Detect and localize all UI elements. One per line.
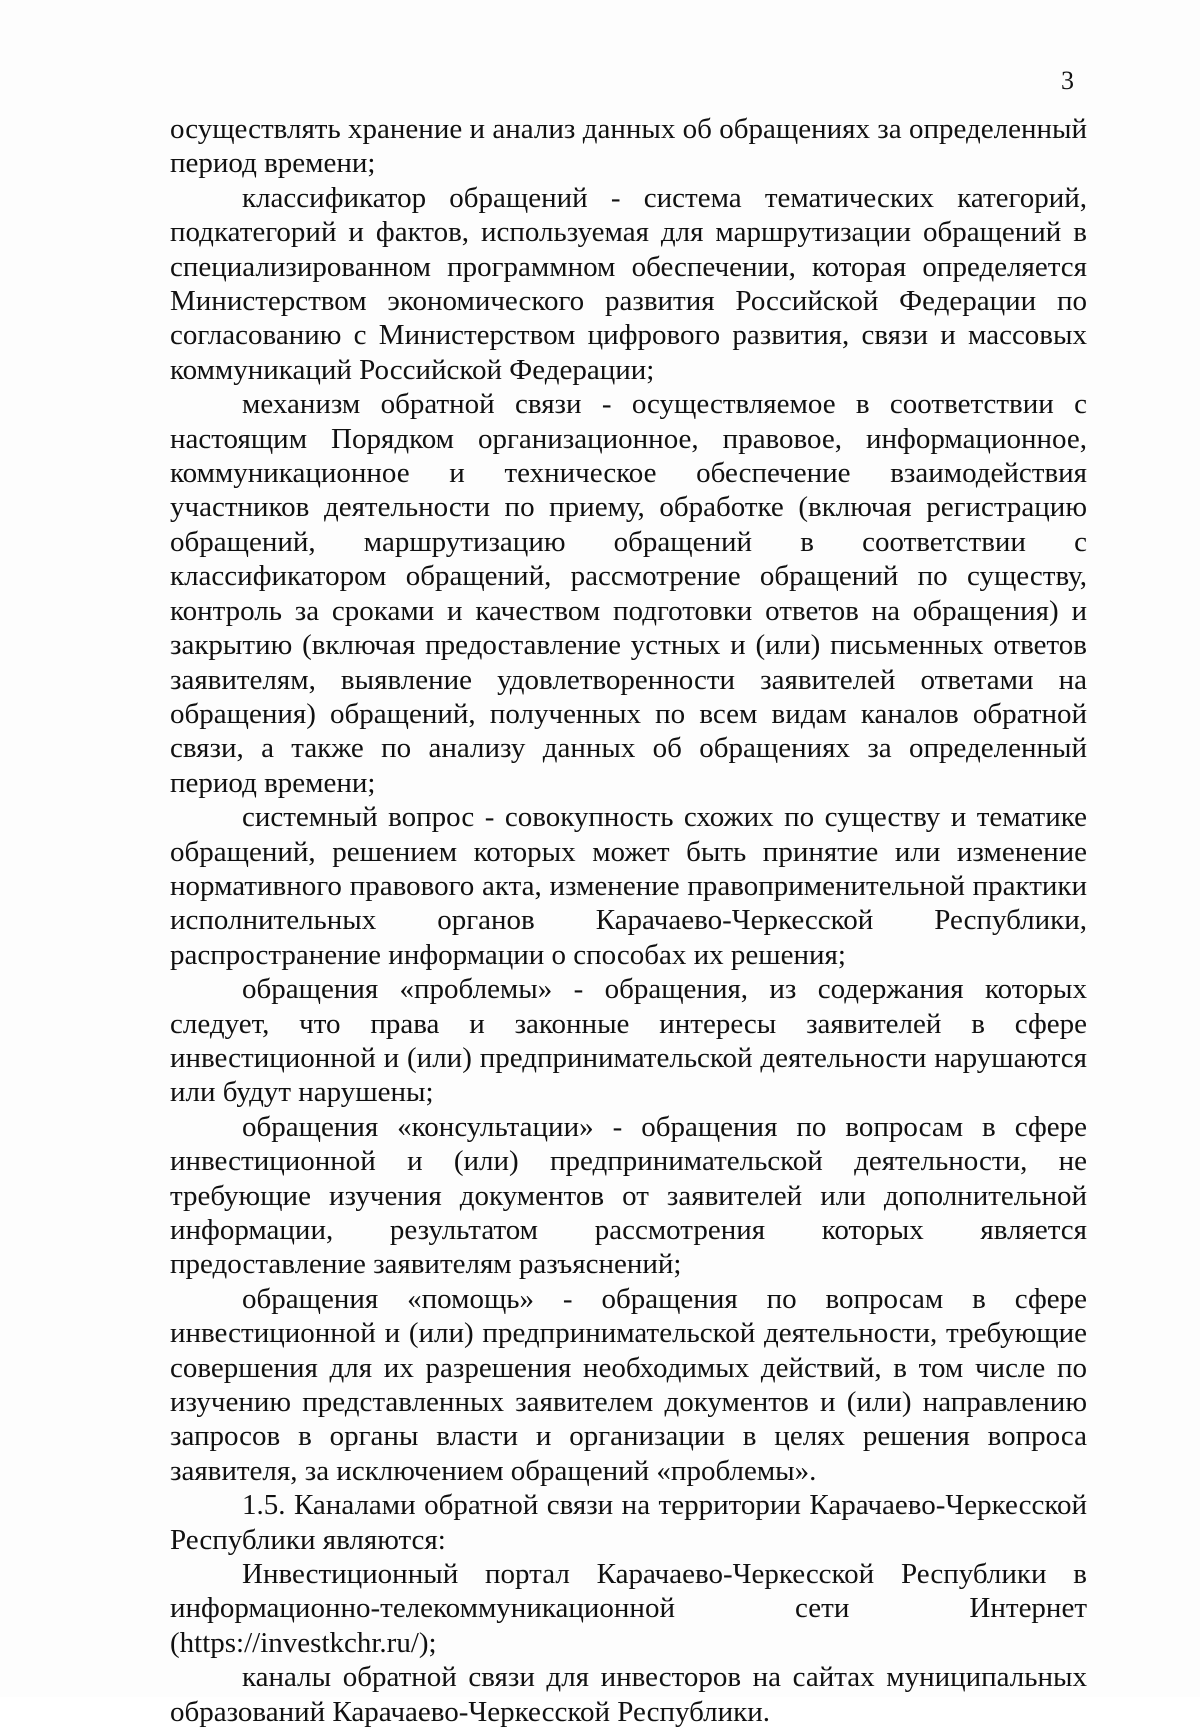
paragraph-municipal-channels: каналы обратной связи для инвесторов на сайтах муниципальных образований Карачаево-Черкесской Республики.	[170, 1661, 1087, 1728]
paragraph-help-definition: обращения «помощь» - обращения по вопросам в сфере инвестиционной и (или) предпринимательской деятельности, требующие совершения для их разрешения необходимых действий, в том числе по изучению представленных заявителем документов и (или) направлению запросов в органы власти и организации в целях решения вопроса заявителя, за исключением обращений «проблемы».	[170, 1282, 1087, 1487]
paragraph-system-issue-definition: системный вопрос - совокупность схожих по существу и тематике обращений, решением которых может быть принятие или изменение нормативного правового акта, изменение правоприменительной практики исполнительных органов Карачаево-Черкесской Республики, распространение информации о способах их решения;	[170, 801, 1087, 971]
paragraph-continuation: осуществлять хранение и анализ данных об обращениях за определенный период времени;	[170, 113, 1087, 180]
paragraph-problems-definition: обращения «проблемы» - обращения, из содержания которых следует, что права и законные интересы заявителей в сфере инвестиционной и (или) предпринимательской деятельности нарушаются или будут нарушены;	[170, 973, 1087, 1109]
paragraph-investment-portal: Инвестиционный портал Карачаево-Черкесской Республики в информационно-телекоммуникационной сети Интернет (https://investkchr.ru/);	[170, 1558, 1087, 1659]
paragraph-classifier-definition: классификатор обращений - система тематических категорий, подкатегорий и фактов, используемая для маршрутизации обращений в специализированном программном обеспечении, которая определяется Министерством экономического развития Российской Федерации по согласованию с Министерством цифрового развития, связи и массовых коммуникаций Российской Федерации;	[170, 181, 1087, 386]
paragraph-consultations-definition: обращения «консультации» - обращения по вопросам в сфере инвестиционной и (или) предпринимательской деятельности, не требующие изучения документов от заявителей или дополнительной информации, результатом рассмотрения которых является предоставление заявителям разъяснений;	[170, 1110, 1087, 1281]
document-body	[170, 112, 1087, 1729]
page-number: 3	[1061, 66, 1074, 95]
paragraph-section-1-5: 1.5. Каналами обратной связи на территории Карачаево-Черкесской Республики являются:	[170, 1489, 1087, 1556]
paragraph-feedback-mechanism-definition: механизм обратной связи - осуществляемое в соответствии с настоящим Порядком организационное, правовое, информационное, коммуникационное и техническое обеспечение взаимодействия участников деятельности по приему, обработке (включая регистрацию обращений, маршрутизацию обращений в соответствии с классификатором обращений, рассмотрение обращений по существу, контроль за сроками и качеством подготовки ответов на обращения) и закрытию (включая предоставление устных и (или) письменных ответов заявителям, выявление удовлетворенности заявителей ответами на обращения) обращений, полученных по всем видам каналов обратной связи, а также по анализу данных об обращениях за определенный период времени;	[170, 388, 1087, 799]
